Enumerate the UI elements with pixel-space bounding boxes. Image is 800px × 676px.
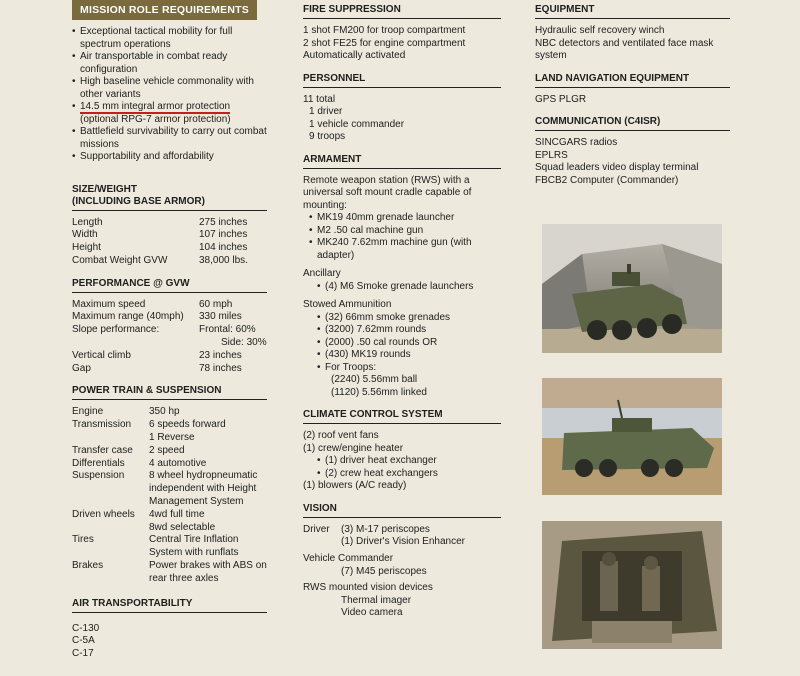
ancillary-list — [303, 281, 501, 294]
spec-value: 104 inches — [199, 242, 248, 254]
mission-role-heading: MISSION ROLE REQUIREMENTS — [72, 0, 257, 20]
vision-driver-table — [303, 524, 501, 550]
spec-value: (1) Driver's Vision Enhancer — [341, 536, 465, 548]
spec-label: Maximum range (40mph) — [72, 311, 184, 323]
spec-value: 6 speeds forward — [149, 419, 226, 431]
list-item: • MK240 7.62mm machine gun (with adapter) — [309, 237, 501, 262]
list-item: • Air transportable in combat ready configuration — [72, 51, 267, 76]
list-item: • Battlefield survivability to carry out combat missions — [72, 126, 267, 151]
text-line: 11 total — [303, 93, 336, 105]
table-row — [72, 560, 267, 586]
spec-label: Differentials — [72, 457, 125, 469]
table-row — [72, 311, 267, 324]
spec-label: Tires — [72, 534, 94, 546]
spec-label: Height — [72, 242, 101, 254]
text-line: Video camera — [341, 607, 403, 619]
spec-value: 8wd selectable — [149, 521, 216, 533]
table-row — [72, 363, 267, 376]
text-line: (1) crew/engine heater — [303, 442, 404, 454]
air-transport-heading: AIR TRANSPORTABILITY — [72, 598, 267, 613]
table-row — [72, 445, 267, 458]
list-item: • (2) crew heat exchangers — [317, 468, 501, 481]
spec-value: Power brakes with ABS on rear three axles — [149, 560, 267, 584]
text-line: GPS PLGR — [535, 93, 587, 105]
text-line: EPLRS — [535, 149, 568, 161]
spec-label — [72, 432, 149, 445]
table-row — [72, 299, 267, 312]
spec-label: Length — [72, 216, 103, 228]
spec-label: Suspension — [72, 470, 125, 482]
communication-heading: COMMUNICATION (C4ISR) — [535, 116, 730, 131]
spec-label: Brakes — [72, 560, 104, 572]
spec-value: 107 inches — [199, 229, 248, 241]
vehicle-photo-troops — [542, 521, 722, 649]
text-line: 1 vehicle commander — [309, 118, 405, 130]
list-item: • (3200) 7.62mm rounds — [317, 324, 501, 337]
spec-value: 4 automotive — [149, 457, 207, 469]
vision-vc-label: Vehicle Commander — [303, 553, 394, 565]
mission-role-list — [72, 26, 267, 164]
size-weight-subtitle: (INCLUDING BASE ARMOR) — [72, 195, 205, 207]
size-weight-title: SIZE/WEIGHT — [72, 183, 137, 195]
table-row — [72, 432, 267, 445]
spec-value: 350 hp — [149, 406, 180, 418]
spec-label: Driver — [303, 523, 330, 535]
size-weight-table — [72, 217, 267, 268]
text-line: FBCB2 Computer (Commander) — [535, 174, 679, 186]
column-right — [535, 0, 730, 187]
list-item: • For Troops: — [317, 362, 501, 375]
spec-value: Frontal: 60% — [199, 324, 256, 336]
vision-rws-label: RWS mounted vision devices — [303, 582, 433, 594]
air-transport-list — [72, 623, 267, 661]
ancillary-label: Ancillary — [303, 268, 341, 279]
aircraft-item: C-130 — [72, 622, 100, 634]
table-row — [72, 217, 267, 230]
spec-value: 2 speed — [149, 444, 185, 456]
list-item: • Exceptional tactical mobility for full spectrum operations — [72, 26, 267, 51]
table-row — [72, 406, 267, 419]
table-row — [72, 350, 267, 363]
table-row — [303, 524, 501, 537]
performance-table — [72, 299, 267, 376]
spec-value: 38,000 lbs. — [199, 254, 248, 266]
climate-control-heading: CLIMATE CONTROL SYSTEM — [303, 409, 501, 424]
vehicle-photo-2-drawing — [542, 378, 722, 495]
list-item: • Supportability and affordability — [72, 151, 267, 164]
spec-label: Transfer case — [72, 444, 133, 456]
text-line: 1 shot FM200 for troop compartment — [303, 25, 466, 36]
text-line: SINCGARS radios — [535, 137, 618, 148]
text-line: 9 troops — [309, 131, 346, 142]
spec-value: Side: 30% — [221, 337, 267, 349]
highlighted-armor-text: 14.5 mm integral armor protection — [80, 101, 231, 112]
text-line: Thermal imager — [341, 594, 412, 606]
list-item: • High baseline vehicle commonality with other variants — [72, 76, 267, 101]
armament-intro: Remote weapon station (RWS) with a universal soft mount cradle capable of mounting: — [303, 174, 472, 211]
spec-value: 60 mph — [199, 298, 233, 310]
list-item: • (430) MK19 rounds — [317, 349, 501, 362]
table-row — [303, 536, 501, 549]
stowed-ammo-list — [303, 312, 501, 375]
vehicle-photo-desert — [542, 378, 722, 495]
list-item: • (2000) .50 cal rounds OR — [317, 337, 501, 350]
spec-label: Transmission — [72, 419, 132, 431]
climate-list — [303, 455, 501, 480]
table-row — [72, 458, 267, 471]
text-line: 2 shot FE25 for engine compartment — [303, 37, 466, 49]
armament-list — [303, 212, 501, 262]
power-train-heading: POWER TRAIN & SUSPENSION — [72, 385, 267, 400]
table-row — [72, 419, 267, 432]
table-row — [72, 470, 267, 508]
text-line: Automatically activated — [303, 50, 406, 61]
spec-value: 23 inches — [199, 349, 242, 361]
power-train-table — [72, 406, 267, 585]
list-item: • (1) driver heat exchanger — [317, 455, 501, 468]
spec-label: Engine — [72, 406, 104, 418]
text-line: (7) M45 periscopes — [341, 565, 427, 577]
spec-label: Width — [72, 229, 98, 241]
table-row — [72, 509, 267, 522]
table-row — [72, 255, 267, 268]
spec-label — [72, 337, 199, 350]
vehicle-photo-3-drawing — [542, 521, 722, 649]
spec-value: (3) M-17 periscopes — [341, 523, 430, 535]
text-line: Hydraulic self recovery winch — [535, 25, 665, 36]
spec-value: 78 inches — [199, 362, 242, 374]
column-middle — [303, 0, 501, 620]
vehicle-photo-1-drawing — [542, 224, 722, 353]
spec-value: 4wd full time — [149, 508, 205, 520]
vision-heading: VISION — [303, 503, 501, 518]
table-row — [72, 242, 267, 255]
spec-value: Central Tire Inflation System with runflats — [149, 534, 239, 559]
spec-value: 275 inches — [199, 216, 248, 228]
spec-label — [72, 522, 149, 535]
land-nav-heading: LAND NAVIGATION EQUIPMENT — [535, 73, 730, 88]
spec-label: Combat Weight GVW — [72, 254, 168, 266]
table-row — [72, 534, 267, 560]
list-item-armor — [72, 101, 267, 126]
spec-value: 1 Reverse — [149, 432, 195, 444]
fire-suppression-heading: FIRE SUPPRESSION — [303, 4, 501, 19]
text-line: Squad leaders video display terminal — [535, 162, 699, 173]
spec-label: Gap — [72, 362, 91, 374]
aircraft-item: C-17 — [72, 647, 94, 659]
equipment-heading: EQUIPMENT — [535, 4, 730, 19]
table-row — [72, 229, 267, 242]
performance-heading: PERFORMANCE @ GVW — [72, 278, 267, 293]
table-row — [72, 337, 267, 350]
text-line: (2240) 5.56mm ball — [331, 374, 418, 385]
text-line: (1120) 5.56mm linked — [331, 386, 427, 398]
text-line: NBC detectors and ventilated face mask system — [535, 37, 714, 61]
spec-value: 330 miles — [199, 311, 242, 323]
list-item: • MK19 40mm grenade launcher — [309, 212, 501, 225]
personnel-heading: PERSONNEL — [303, 73, 501, 88]
list-item: • M2 .50 cal machine gun — [309, 225, 501, 238]
size-weight-heading — [72, 184, 267, 211]
text-line: 1 driver — [309, 106, 343, 117]
list-item: • (32) 66mm smoke grenades — [317, 312, 501, 325]
column-left — [72, 0, 267, 660]
aircraft-item: C-5A — [72, 635, 95, 647]
text-line: (1) blowers (A/C ready) — [303, 480, 407, 491]
table-row — [72, 324, 267, 337]
armament-heading: ARMAMENT — [303, 154, 501, 169]
spec-label: Slope performance: — [72, 324, 160, 336]
spec-label: Vertical climb — [72, 349, 131, 361]
armor-option-text: (optional RPG-7 armor protection) — [80, 113, 231, 125]
stowed-ammo-label: Stowed Ammunition — [303, 299, 392, 310]
spec-value: 8 wheel hydropneumatic independent with Height Management System — [149, 470, 258, 508]
text-line: (2) roof vent fans — [303, 430, 379, 441]
table-row — [72, 522, 267, 535]
spec-label: Driven wheels — [72, 508, 135, 520]
list-item: • (4) M6 Smoke grenade launchers — [317, 281, 501, 294]
vehicle-photo-aircraft-ramp — [542, 224, 722, 353]
spec-label: Maximum speed — [72, 298, 146, 310]
